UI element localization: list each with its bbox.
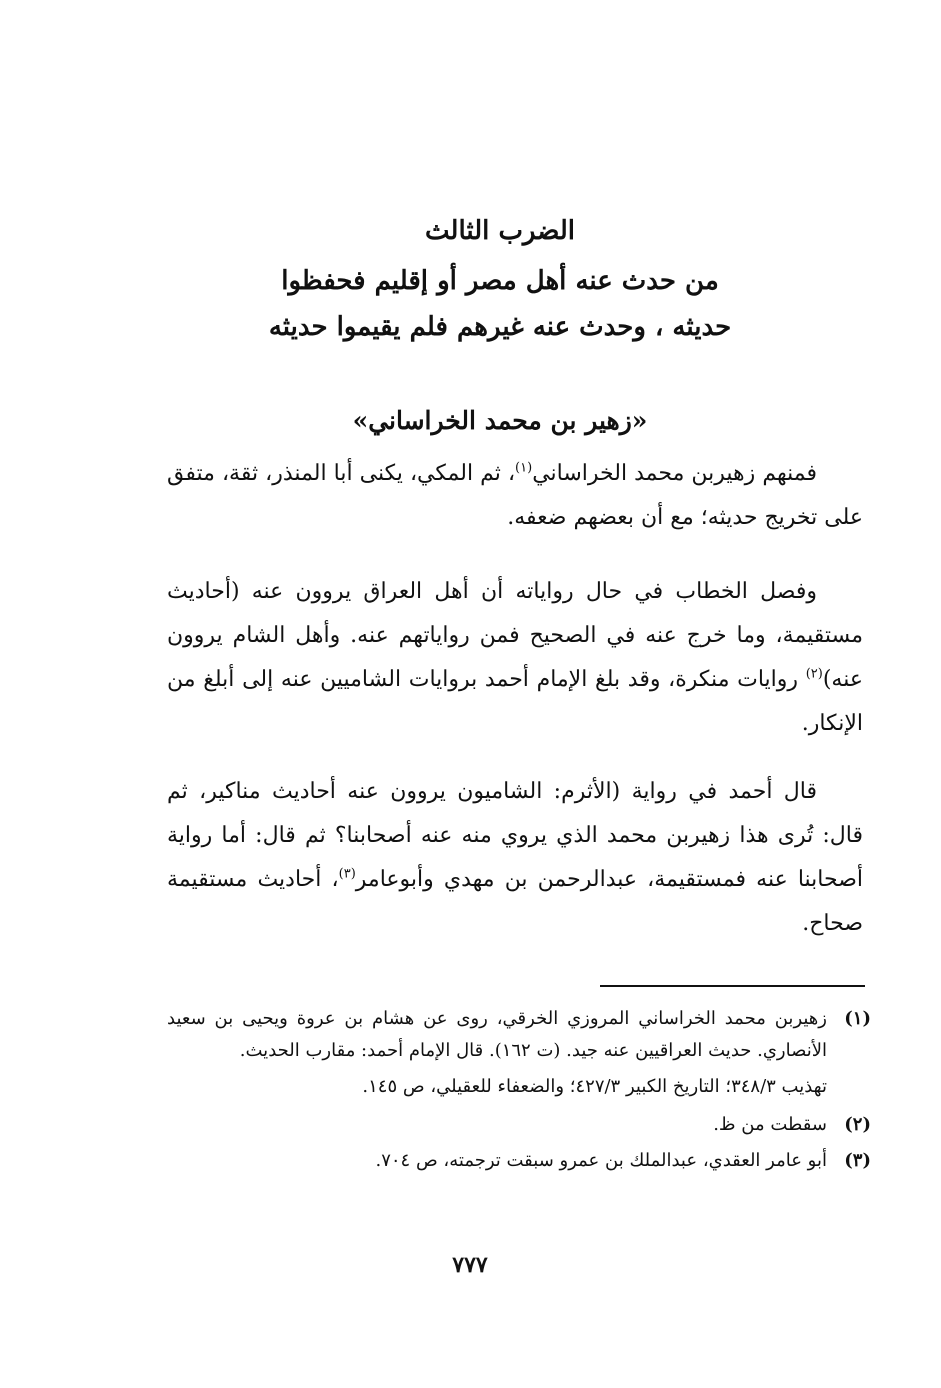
footnote-number: (١) xyxy=(844,1008,871,1029)
footnote-text: أبو عامر العقدي، عبدالملك بن عمرو سبقت ترجمته، ص ٧٠٤. xyxy=(375,1150,827,1171)
paragraph-3-text-a: قال أحمد في رواية (الأثرم: الشاميون يروون عنه أحاديث مناكير، ثم قال: تُرى هذا زهيربن محمد الذي يروي منه عنه أصحابنا؟ ثم قال: أما رواية أصحابنا عنه فمستقيمة، عبدالرحمن بن مهدي وأبوعامر xyxy=(167,779,863,892)
page-number: ٧٧٧ xyxy=(452,1252,488,1278)
footnote-ref-2: (٢) xyxy=(805,666,823,682)
paragraph-3 xyxy=(167,770,863,946)
footnote-3 xyxy=(167,1145,871,1177)
paragraph-1-text-b: ، ثم المكي، يكنى أبا المنذر، ثقة، متفق على تخريج حديثه؛ مع أن بعضهم ضعفه. xyxy=(167,461,863,530)
footnote-number: (٣) xyxy=(844,1150,871,1171)
chapter-heading-line-2: من حدث عنه أهل مصر أو إقليم فحفظوا xyxy=(281,266,719,296)
footnote-text: سقطت من ظ. xyxy=(713,1114,827,1135)
footnote-number: (٢) xyxy=(844,1114,871,1135)
section-subtitle: «زهير بن محمد الخراساني» xyxy=(352,406,648,435)
paragraph-1-text-a: فمنهم زهيربن محمد الخراساني xyxy=(532,461,817,486)
paragraph-1 xyxy=(167,452,863,540)
footnote-1 xyxy=(167,1003,871,1067)
paragraph-3-text-b: ، أحاديث مستقيمة صحاح. xyxy=(167,867,863,936)
footnote-ref-3: (٣) xyxy=(338,866,356,882)
paragraph-2-text-a: وفصل الخطاب في حال رواياته أن أهل العراق يروون عنه (أحاديث مستقيمة، وما خرج عنه في الصحيح فمن رواياتهم عنه. وأهل الشام يروون عنه) xyxy=(167,579,863,692)
chapter-heading-line-1: الضرب الثالث xyxy=(425,216,575,246)
footnotes xyxy=(167,1003,871,1181)
footnote-text: زهيربن محمد الخراساني المروزي الخرقي، روى عن هشام بن عروة ويحيى بن سعيد الأنصاري. حديث العراقيين عنه جيد. (ت ١٦٢). قال الإمام أحمد: مقارب الحديث. xyxy=(167,1008,827,1061)
paragraph-2-text-b: روايات منكرة، وقد بلغ الإمام أحمد بروايات الشاميين عنه إلى أبلغ من الإنكار. xyxy=(167,667,863,736)
paragraph-2 xyxy=(167,570,863,746)
footnote-divider xyxy=(600,985,865,987)
footnote-1-references: تهذيب ٣٤٨/٣؛ التاريخ الكبير ٤٢٧/٣؛ والضعفاء للعقيلي، ص ١٤٥. xyxy=(362,1076,827,1097)
footnote-2 xyxy=(167,1109,871,1141)
footnote-ref-1: (١) xyxy=(515,460,533,476)
chapter-heading-line-3: حديثه ، وحدث عنه غيرهم فلم يقيموا حديثه xyxy=(268,312,732,342)
